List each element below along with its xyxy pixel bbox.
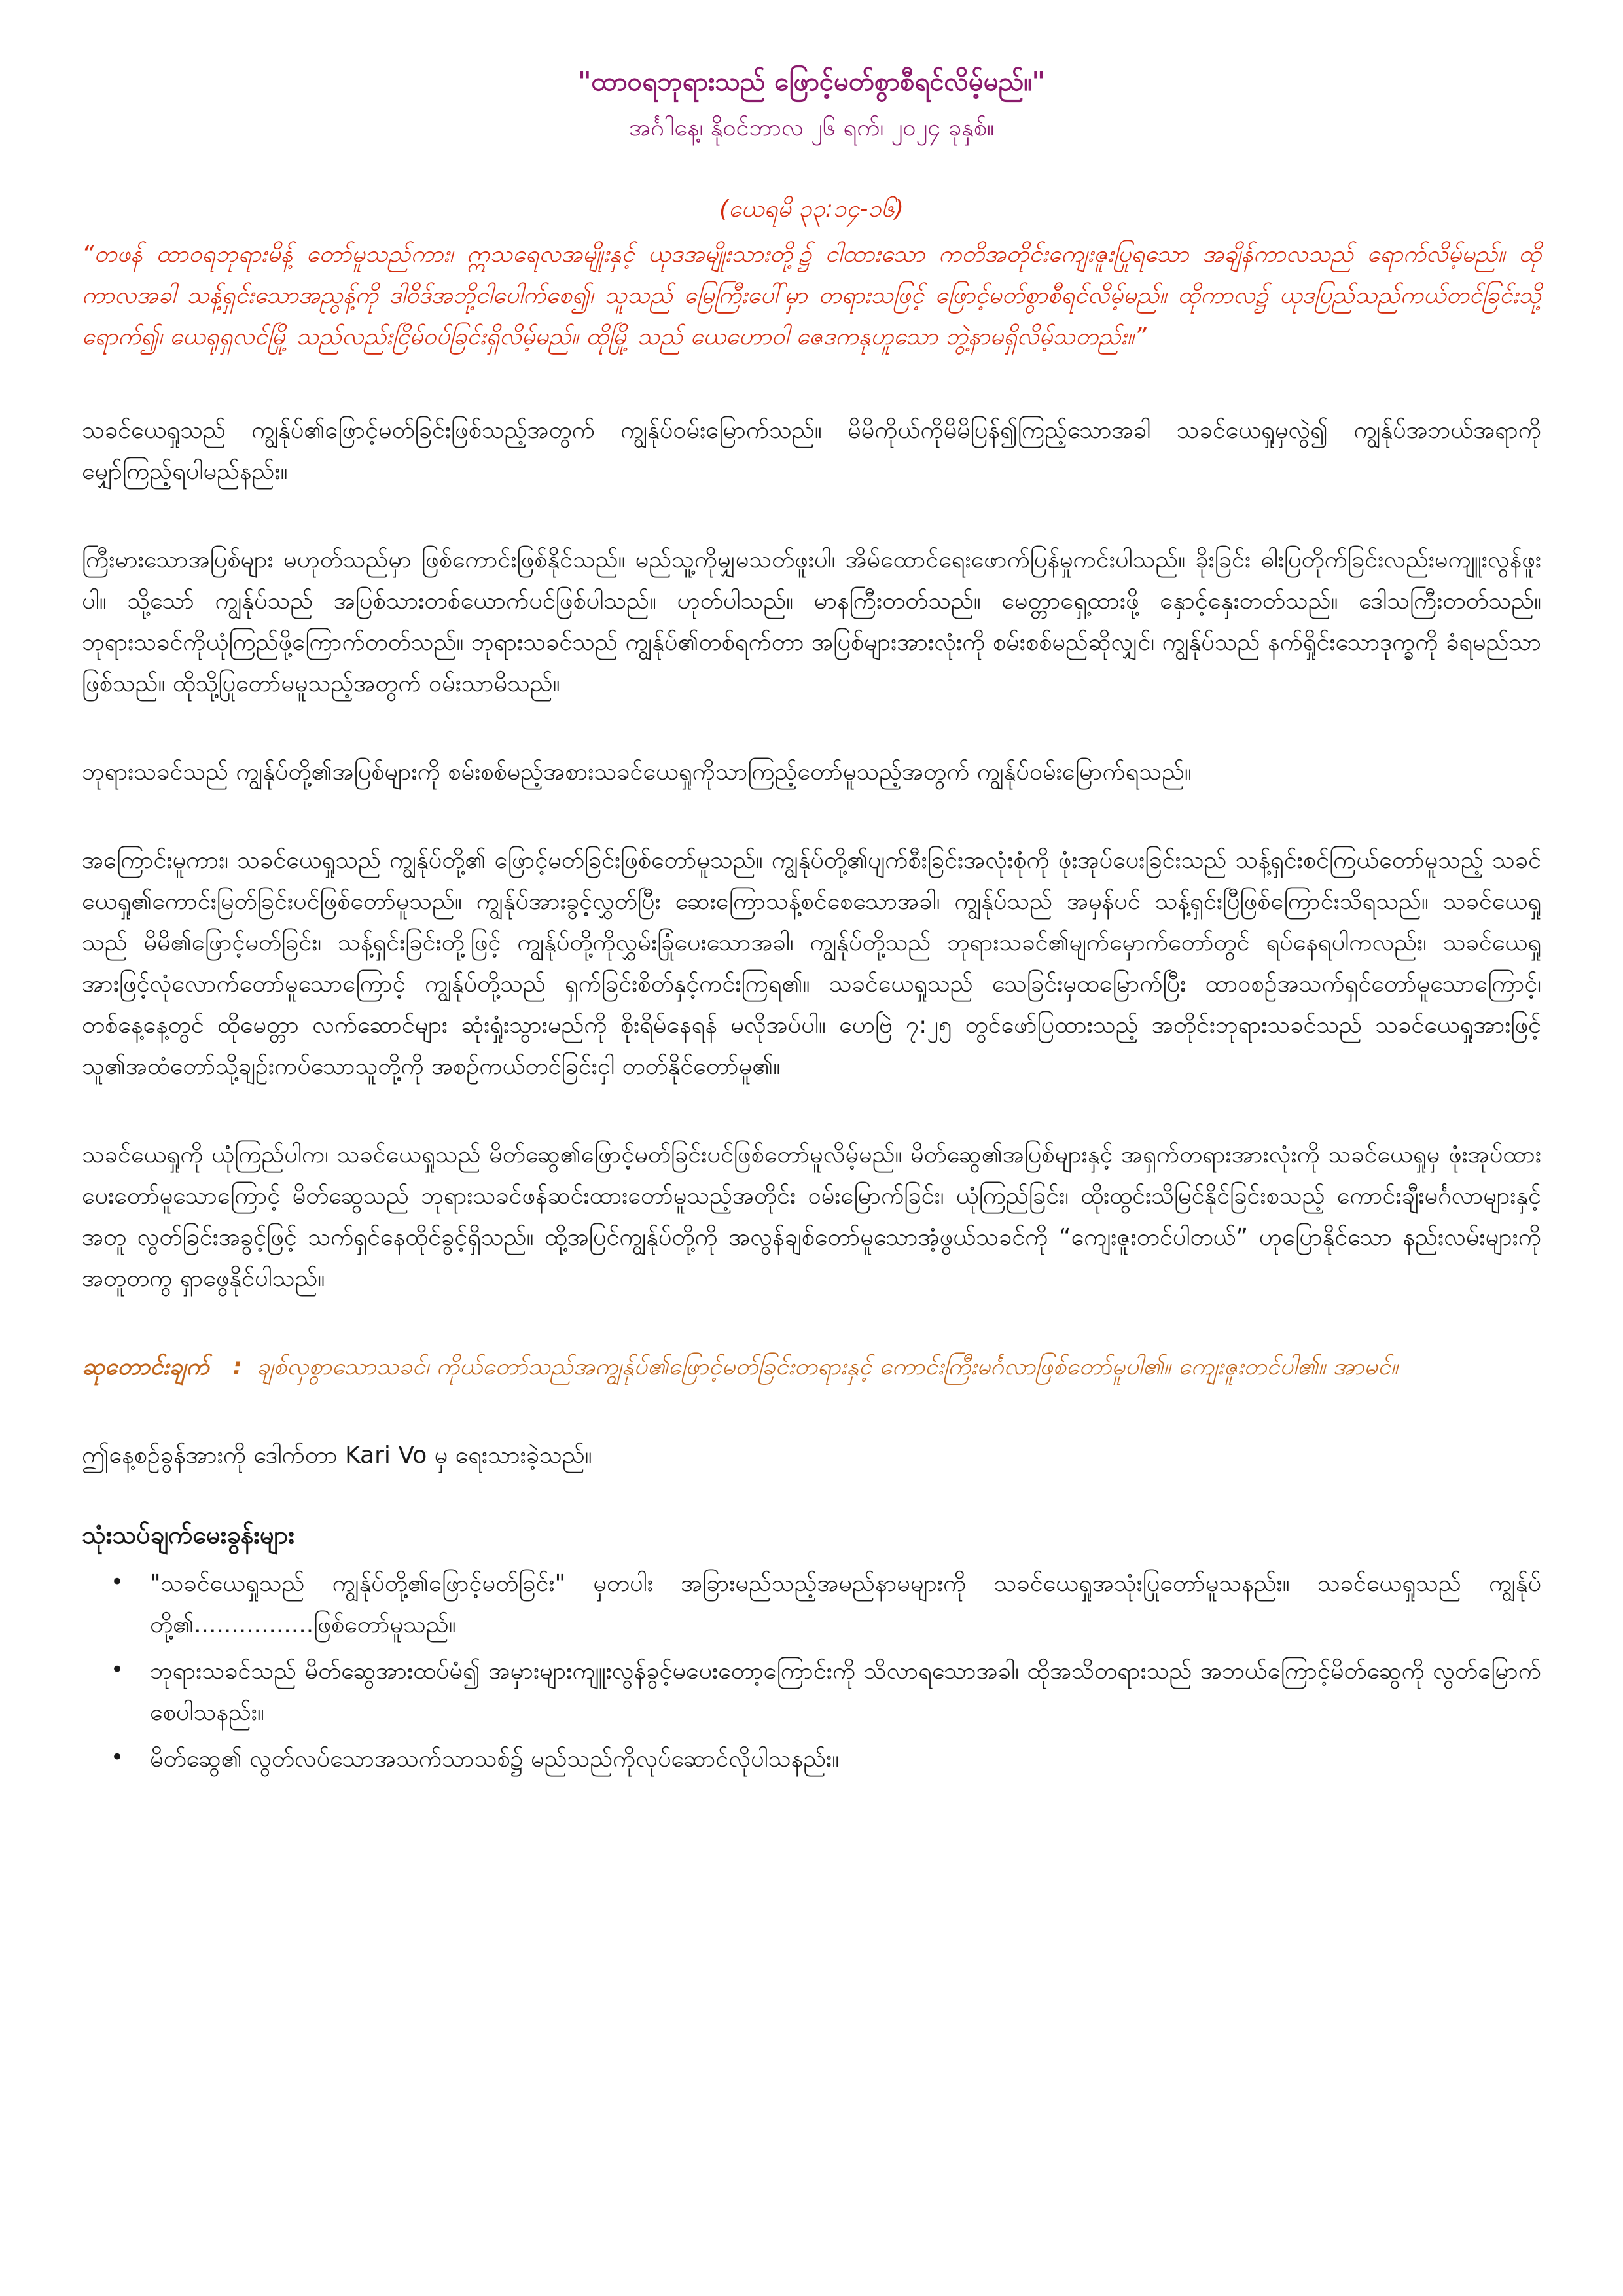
reflection-question-text: "သခင်ယေရှုသည် ကျွန်ုပ်တို့၏ဖြောင့်မတ်ခြင်း" မှတပါး အခြားမည်သည့်အမည်နာမများကို သခင်ယေရှုအသုံးပြုတော်မူသနည်း။ သခင်ယေရှုသည် ကျွန်ုပ်တို့၏................ဖြစ်တော်မူသည်။: [150, 1570, 1541, 1638]
page-title: "ထာဝရဘုရားသည် ဖြောင့်မတ်စွာစီရင်လိမ့်မည်။": [577, 67, 1046, 97]
reflection-question: [82, 1651, 1541, 1733]
reflection-question: [82, 1563, 1541, 1645]
bullet-icon: •: [111, 1744, 124, 1770]
body-paragraph-2: ကြီးမားသောအပြစ်များ မဟုတ်သည်မှာ ဖြစ်ကောင်းဖြစ်နိုင်သည်။ မည်သူ့ကိုမျှမသတ်ဖူးပါ၊ အိမ်ထောင်ရေးဖောက်ပြန်မှုကင်းပါသည်။ ခိုးခြင်း ဓါးပြတိုက်ခြင်းလည်းမကျူးလွန်ဖူးပါ။ သို့သော် ကျွန်ုပ်သည် အပြစ်သားတစ်ယောက်ပင်ဖြစ်ပါသည်။ ဟုတ်ပါသည်။ မာနကြီးတတ်သည်။ မေတ္တာရှေ့ထားဖို့ နှောင့်နှေးတတ်သည်။ ဒေါသကြီးတတ်သည်။ ဘုရားသခင်ကိုယုံကြည်ဖို့ကြောက်တတ်သည်။ ဘုရားသခင်သည် ကျွန်ုပ်၏တစ်ရက်တာ အပြစ်များအားလုံးကို စမ်းစစ်မည်ဆိုလျှင်၊ ကျွန်ုပ်သည် နက်ရှိုင်းသောဒုက္ခကို ခံရမည်သာဖြစ်သည်။ ထိုသို့ပြုတော်မမူသည့်အတွက် ဝမ်းသာမိသည်။: [82, 547, 1541, 697]
prayer-separator: :: [232, 1354, 242, 1380]
bullet-icon: •: [111, 1568, 124, 1595]
body-paragraph-4: အကြောင်းမူကား၊ သခင်ယေရှုသည် ကျွန်ုပ်တို့၏ ဖြောင့်မတ်ခြင်းဖြစ်တော်မူသည်။ ကျွန်ုပ်တို့၏ပျက်စီးခြင်းအလုံးစုံကို ဖုံးအုပ်ပေးခြင်းသည် သန့်ရှင်းစင်ကြယ်တော်မူသည့် သခင်ယေရှု၏ကောင်းမြတ်ခြင်းပင်ဖြစ်တော်မူသည်။ ကျွန်ုပ်အားခွင့်လွှတ်ပြီး ဆေးကြောသန့်စင်စေသောအခါ၊ ကျွန်ုပ်သည် အမှန်ပင် သန့်ရှင်းပြီဖြစ်ကြောင်းသိရသည်။ သခင်ယေရှုသည် မိမိ၏ဖြောင့်မတ်ခြင်း၊ သန့်ရှင်းခြင်းတို့ဖြင့် ကျွန်ုပ်တို့ကိုလွှမ်းခြုံပေးသောအခါ၊ ကျွန်ုပ်တို့သည် ဘုရားသခင်၏မျက်မှောက်တော်တွင် ရပ်နေရပါကလည်း၊ သခင်ယေရှုအားဖြင့်လုံလောက်တော်မူသောကြောင့် ကျွန်ုပ်တို့သည် ရှက်ခြင်းစိတ်နှင့်ကင်းကြရ၏။ သခင်ယေရှုသည် သေခြင်းမှထမြောက်ပြီး ထာဝစဉ်အသက်ရှင်တော်မူသောကြောင့်၊ တစ်နေ့နေ့တွင် ထိုမေတ္တာ လက်ဆောင်များ ဆုံးရှုံးသွားမည်ကို စိုးရိမ်နေရန် မလိုအပ်ပါ။ ဟေဗြဲ ၇:၂၅ တွင်ဖော်ပြထားသည့် အတိုင်းဘုရားသခင်သည် သခင်ယေရှုအားဖြင့်သူ၏အထံတော်သို့ချဉ်းကပ်သောသူတို့ကို အစဉ်ကယ်တင်ခြင်းငှါ တတ်နိုင်တော်မူ၏။: [82, 847, 1541, 1080]
body-paragraph-3: ဘုရားသခင်သည် ကျွန်ုပ်တို့၏အပြစ်များကို စမ်းစစ်မည့်အစားသခင်ယေရှုကိုသာကြည့်တော်မူသည့်အတွက် ကျွန်ုပ်ဝမ်းမြောက်ရသည်။: [82, 759, 1192, 785]
reflection-question-text: ဘုရားသခင်သည် မိတ်ဆွေအားထပ်မံ၍ အမှားများကျူးလွန်ခွင့်မပေးတော့ကြောင်းကို သိလာရသောအခါ၊ ထိုအသိတရားသည် အဘယ်ကြောင့်မိတ်ဆွေကို လွတ်မြောက်စေပါသနည်း။: [150, 1657, 1541, 1726]
reflection-question-text: မိတ်ဆွေ၏ လွတ်လပ်သောအသက်သာသစ်၌ မည်သည်ကိုလုပ်ဆောင်လိုပါသနည်း။: [150, 1745, 840, 1772]
body-paragraph-1: သခင်ယေရှုသည် ကျွန်ုပ်၏ဖြောင့်မတ်ခြင်းဖြစ်သည့်အတွက် ကျွန်ုပ်ဝမ်းမြောက်သည်။ မိမိကိုယ်ကိုမိမိပြန်၍ကြည့်သောအခါ သခင်ယေရှုမှလွဲ၍ ကျွန်ုပ်အဘယ်အရာကို မျှော်ကြည့်ရပါမည်နည်း။: [82, 417, 1541, 485]
prayer-block: [82, 1346, 1541, 1388]
author-note: ဤနေ့စဉ်ခွန်အားကို ဒေါက်တာ Kari Vo မှ ရေးသားခဲ့သည်။: [82, 1442, 592, 1469]
prayer-label: ဆုတောင်းချက်: [82, 1354, 209, 1380]
prayer-text: ချစ်လှစွာသောသခင်၊ ကိုယ်တော်သည်အကျွန်ုပ်၏ဖြောင့်မတ်ခြင်းတရားနှင့် ကောင်းကြီးမင်္ဂလာဖြစ်တော်မူပါ၏။ ကျေးဇူးတင်ပါ၏။ အာမင်။: [256, 1354, 1398, 1380]
bullet-icon: •: [111, 1656, 124, 1683]
scripture-passage: “တဖန် ထာဝရဘုရားမိန့် တော်မူသည်ကား၊ ဣသရေလအမျိုးနှင့် ယုဒအမျိုးသားတို့၌ ငါထားသော ကတိအတိုင်းကျေးဇူးပြုရသော အချိန်ကာလသည် ရောက်လိမ့်မည်။ ထိုကာလအခါ သန့်ရှင်းသောအညွန့်ကို ဒါဝိဒ်အဘို့ငါပေါက်စေ၍၊ သူသည် မြေကြီးပေါ်မှာ တရားသဖြင့် ဖြောင့်မတ်စွာစီရင်လိမ့်မည်။ ထိုကာလ၌ ယုဒပြည်သည်ကယ်တင်ခြင်းသို့ရောက်၍၊ ယေရုရှလင်မြို့ သည်လည်းငြိမ်ဝပ်ခြင်းရှိလိမ့်မည်။ ထိုမြို့ သည် ယေဟောဝါ ဇေဒကနုဟူသော ဘွဲ့နာမရှိလိမ့်သတည်း။”: [82, 241, 1541, 350]
reflection-question-list: [82, 1563, 1541, 1780]
devotional-page: [82, 62, 1541, 1785]
reflection-question: [82, 1738, 1541, 1780]
body-paragraph-5: သခင်ယေရှုကို ယုံကြည်ပါက၊ သခင်ယေရှုသည် မိတ်ဆွေ၏ဖြောင့်မတ်ခြင်းပင်ဖြစ်တော်မူလိမ့်မည်။ မိတ်ဆွေ၏အပြစ်များနှင့် အရှက်တရားအားလုံးကို သခင်ယေရှုမှ ဖုံးအုပ်ထားပေးတော်မူသောကြောင့် မိတ်ဆွေသည် ဘုရားသခင်ဖန်ဆင်းထားတော်မူသည့်အတိုင်း ဝမ်းမြောက်ခြင်း၊ ယုံကြည်ခြင်း၊ ထိုးထွင်းသိမြင်နိုင်ခြင်းစသည့် ကောင်းချီးမင်္ဂလာများနှင့်အတူ လွတ်ခြင်းအခွင့်ဖြင့် သက်ရှင်နေထိုင်ခွင့်ရှိသည်။ ထို့အပြင်ကျွန်ုပ်တို့ကို အလွန်ချစ်တော်မူသောအံ့ဖွယ်သခင်ကို “ကျေးဇူးတင်ပါတယ်” ဟုပြောနိုင်သော နည်းလမ်းများကို အတူတကွ ရှာဖွေနိုင်ပါသည်။: [82, 1141, 1541, 1292]
reflection-heading: သုံးသပ်ချက်မေးခွန်းများ: [82, 1520, 295, 1549]
scripture-reference: (ယေရမိ ၃၃:၁၄-၁၆): [719, 196, 904, 223]
page-date: အင်္ဂါနေ့၊ နိုဝင်ဘာလ ၂၆ ရက်၊ ၂၀၂၄ ခုနှစ်။: [629, 115, 994, 141]
